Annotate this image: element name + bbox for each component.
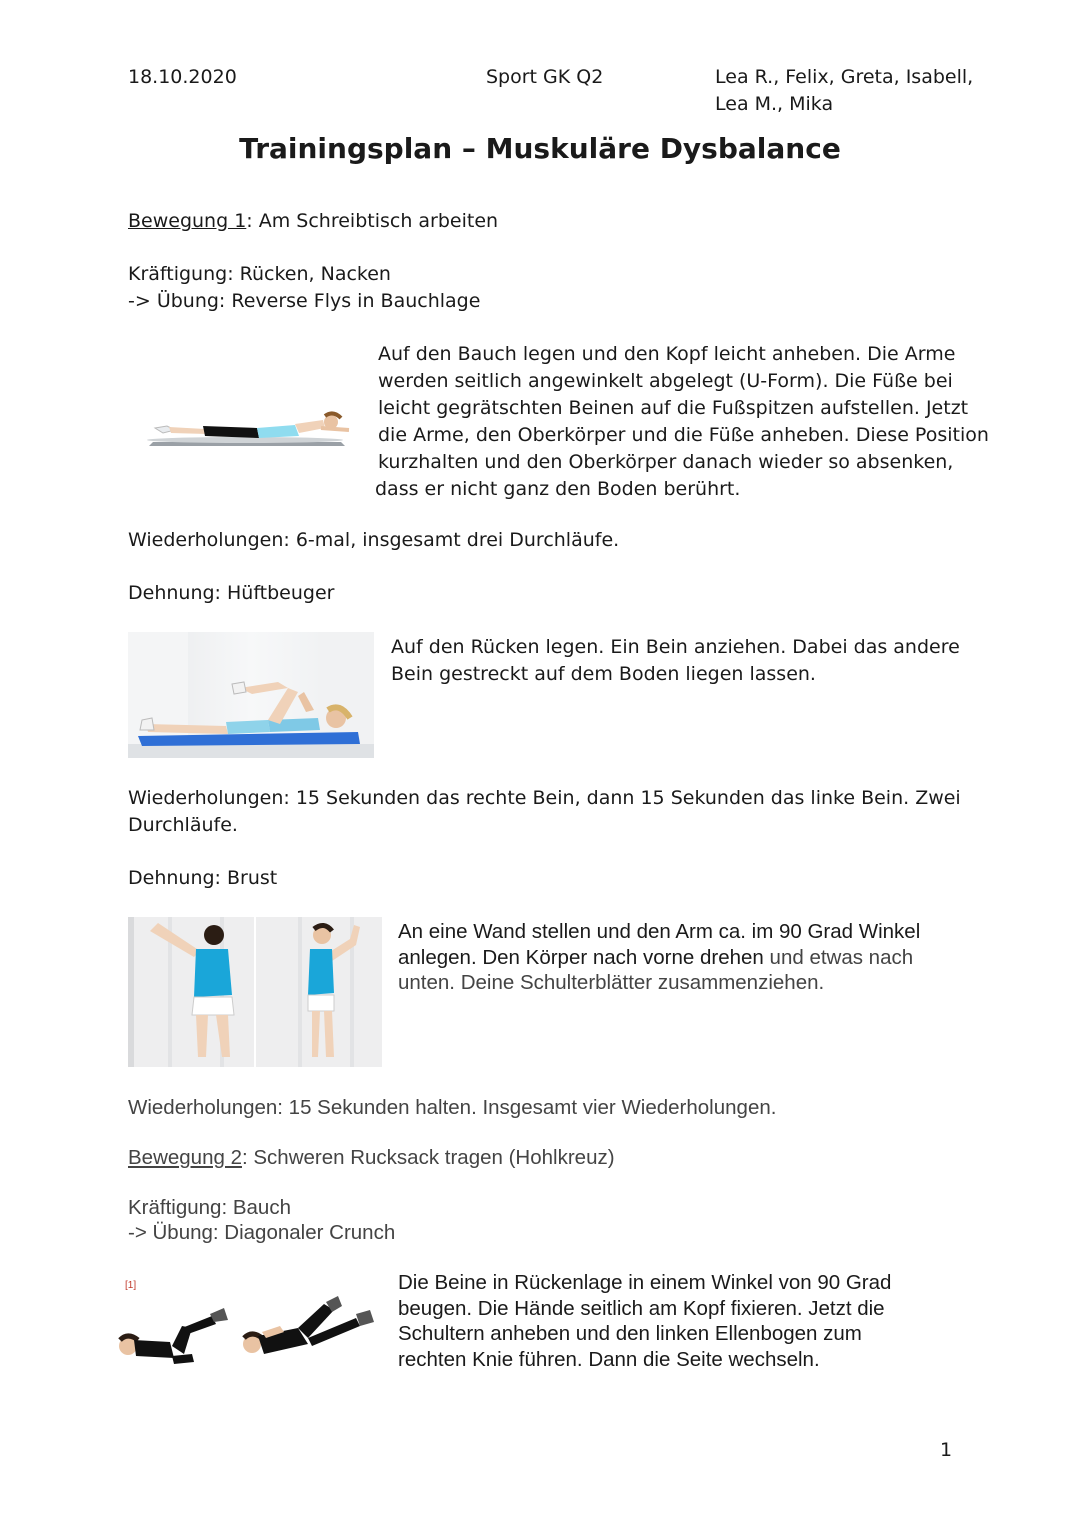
desc-line: Auf den Rücken legen. Ein Bein anziehen. Dabei das andere (391, 636, 960, 658)
desc-part: anlegen. Den Körper nach vorne drehen (398, 945, 764, 969)
desc-line: dass er nicht ganz den Boden berührt. (375, 478, 741, 500)
movement2-exercise: -> Übung: Diagonaler Crunch (128, 1221, 396, 1244)
desc-line: Schultern anheben und den linken Ellenbogen zum (398, 1322, 862, 1345)
desc-line: werden seitlich angewinkelt abgelegt (U-Form). Die Füße bei (378, 370, 953, 392)
desc-part: und etwas nach (763, 945, 914, 969)
movement2-label: Bewegung 2 (128, 1146, 242, 1169)
desc-line: Die Beine in Rückenlage in einem Winkel von 90 Grad (398, 1271, 892, 1294)
desc-line (398, 945, 920, 971)
diagonal-crunch-image (112, 1292, 382, 1374)
movement2-strength: Kräftigung: Bauch (128, 1196, 291, 1219)
hip-flexor-stretch-image (128, 632, 374, 758)
movement1-label: Bewegung 1 (128, 210, 247, 232)
reps-line: Wiederholungen: 15 Sekunden das rechte Bein, dann 15 Sekunden das linke Bein. Zwei (128, 787, 961, 809)
reps-line: Durchläufe. (128, 814, 238, 836)
movement1-text: : Am Schreibtisch arbeiten (246, 210, 499, 232)
header-authors-line1: Lea R., Felix, Greta, Isabell, (715, 66, 974, 88)
stretch2-description (398, 919, 920, 996)
movement1-description (375, 341, 989, 503)
desc-line: die Arme, den Oberkörper und die Füße anheben. Diese Position (378, 424, 989, 446)
chest-stretch-image (128, 917, 382, 1067)
movement2-description (398, 1270, 891, 1372)
page-title: Trainingsplan – Muskuläre Dysbalance (239, 132, 841, 165)
reference-marker: [1] (125, 1280, 137, 1291)
movement1-strength: Kräftigung: Rücken, Nacken (128, 263, 391, 285)
page-number: 1 (940, 1439, 953, 1461)
movement2-text: : Schweren Rucksack tragen (Hohlkreuz) (241, 1146, 615, 1169)
header-authors-line2: Lea M., Mika (715, 93, 834, 115)
movement1-reps: Wiederholungen: 6-mal, insgesamt drei Durchläufe. (128, 529, 620, 551)
desc-line: Bein gestreckt auf dem Boden liegen lassen. (391, 663, 816, 685)
desc-line: beugen. Die Hände seitlich am Kopf fixieren. Jetzt die (398, 1296, 885, 1320)
desc-line: rechten Knie führen. Dann die Seite wechseln. (398, 1347, 820, 1371)
movement1-heading (128, 208, 498, 235)
desc-line: An eine Wand stellen und den Arm ca. im 90 Grad Winkel (398, 920, 921, 943)
movement1-exercise: -> Übung: Reverse Flys in Bauchlage (128, 290, 481, 312)
desc-line: leicht gegrätschten Beinen auf die Fußspitzen aufstellen. Jetzt (378, 397, 969, 419)
desc-line: Auf den Bauch legen und den Kopf leicht anheben. Die Arme (378, 343, 956, 365)
movement2-heading (128, 1145, 615, 1171)
header-course: Sport GK Q2 (486, 66, 604, 88)
stretch1-description (391, 634, 960, 688)
reverse-flys-image (145, 398, 355, 450)
stretch2-reps: Wiederholungen: 15 Sekunden halten. Insgesamt vier Wiederholungen. (128, 1096, 777, 1119)
desc-line: kurzhalten und den Oberkörper danach wieder so absenken, (378, 451, 954, 473)
header-date: 18.10.2020 (128, 66, 237, 88)
desc-line: unten. Deine Schulterblätter zusammenziehen. (398, 971, 825, 994)
stretch1-title: Dehnung: Hüftbeuger (128, 582, 335, 604)
stretch1-reps (128, 785, 961, 839)
stretch2-title: Dehnung: Brust (128, 867, 278, 889)
